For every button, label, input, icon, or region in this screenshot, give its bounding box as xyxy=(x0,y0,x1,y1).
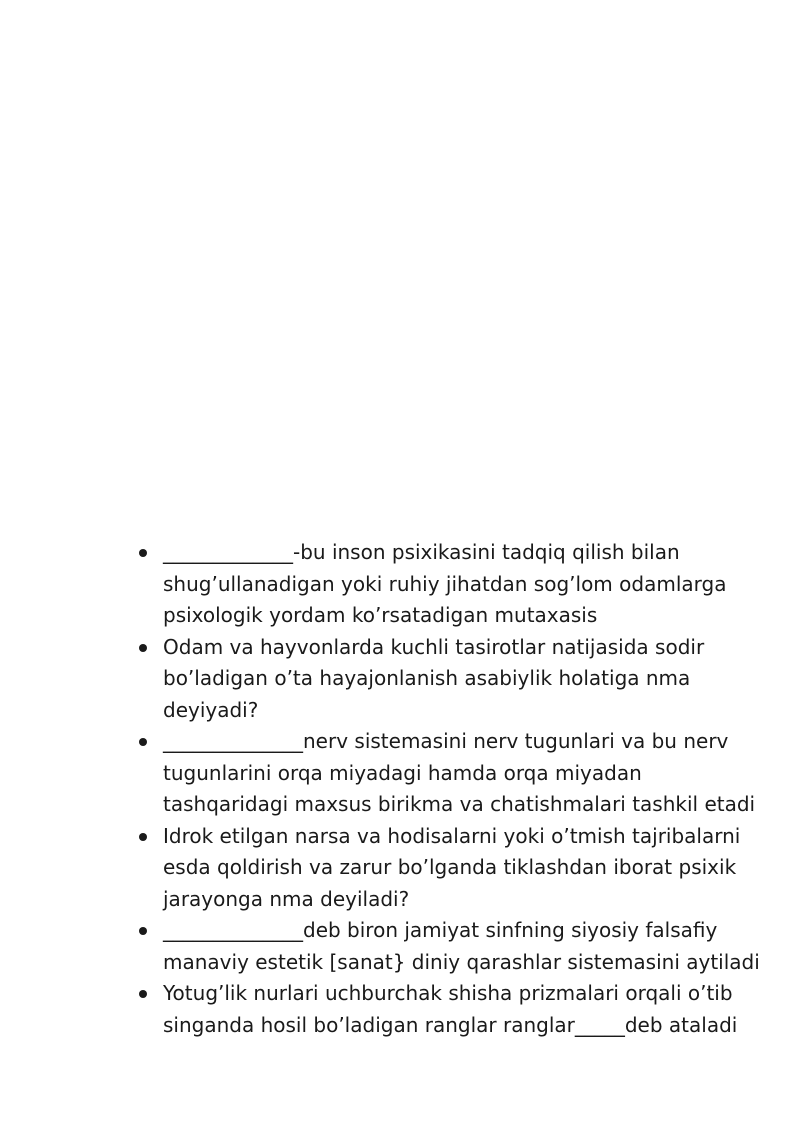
bullet-icon xyxy=(139,833,147,841)
bullet-icon xyxy=(139,990,147,998)
list-item-text: Odam va hayvonlarda kuchli tasirotlar natijasida sodir bo’ladigan o’ta hayajonlanish asabiylik holatiga nma deyiyadi? xyxy=(163,634,705,722)
bullet-list xyxy=(137,537,762,1041)
list-item xyxy=(137,632,762,727)
list-item-text: ______________deb biron jamiyat sinfning siyosiy falsafiy manaviy estetik [sanat} diniy qarashlar sistemasini aytiladi xyxy=(163,918,760,974)
list-item-text: _____________-bu inson psixikasini tadqiq qilish bilan shug’ullanadigan yoki ruhiy jihatdan sog’lom odamlarga psixologik yordam ko’rsatadigan mutaxasis xyxy=(163,540,727,627)
list-item xyxy=(137,726,762,821)
list-item xyxy=(137,537,762,632)
list-item-text: Idrok etilgan narsa va hodisalarni yoki o’tmish tajribalarni esda qoldirish va zarur bo’lganda tiklashdan iborat psixik jarayonga nma deyiladi? xyxy=(163,823,741,911)
bullet-icon xyxy=(139,927,147,935)
list-item xyxy=(137,978,762,1041)
list-item xyxy=(137,821,762,916)
bullet-icon xyxy=(139,644,147,652)
bullet-icon xyxy=(139,738,147,746)
list-item-text: Yotug’lik nurlari uchburchak shisha prizmalari orqali o’tib singanda hosil bo’ladigan ranglar ranglar_____deb ataladi xyxy=(163,981,738,1037)
list-item-text: ______________nerv sistemasini nerv tugunlari va bu nerv tugunlarini orqa miyadagi hamda orqa miyadan tashqaridagi maxsus birikma va chatishmalari tashkil etadi xyxy=(163,729,756,816)
bullet-icon xyxy=(139,549,147,557)
list-item xyxy=(137,915,762,978)
